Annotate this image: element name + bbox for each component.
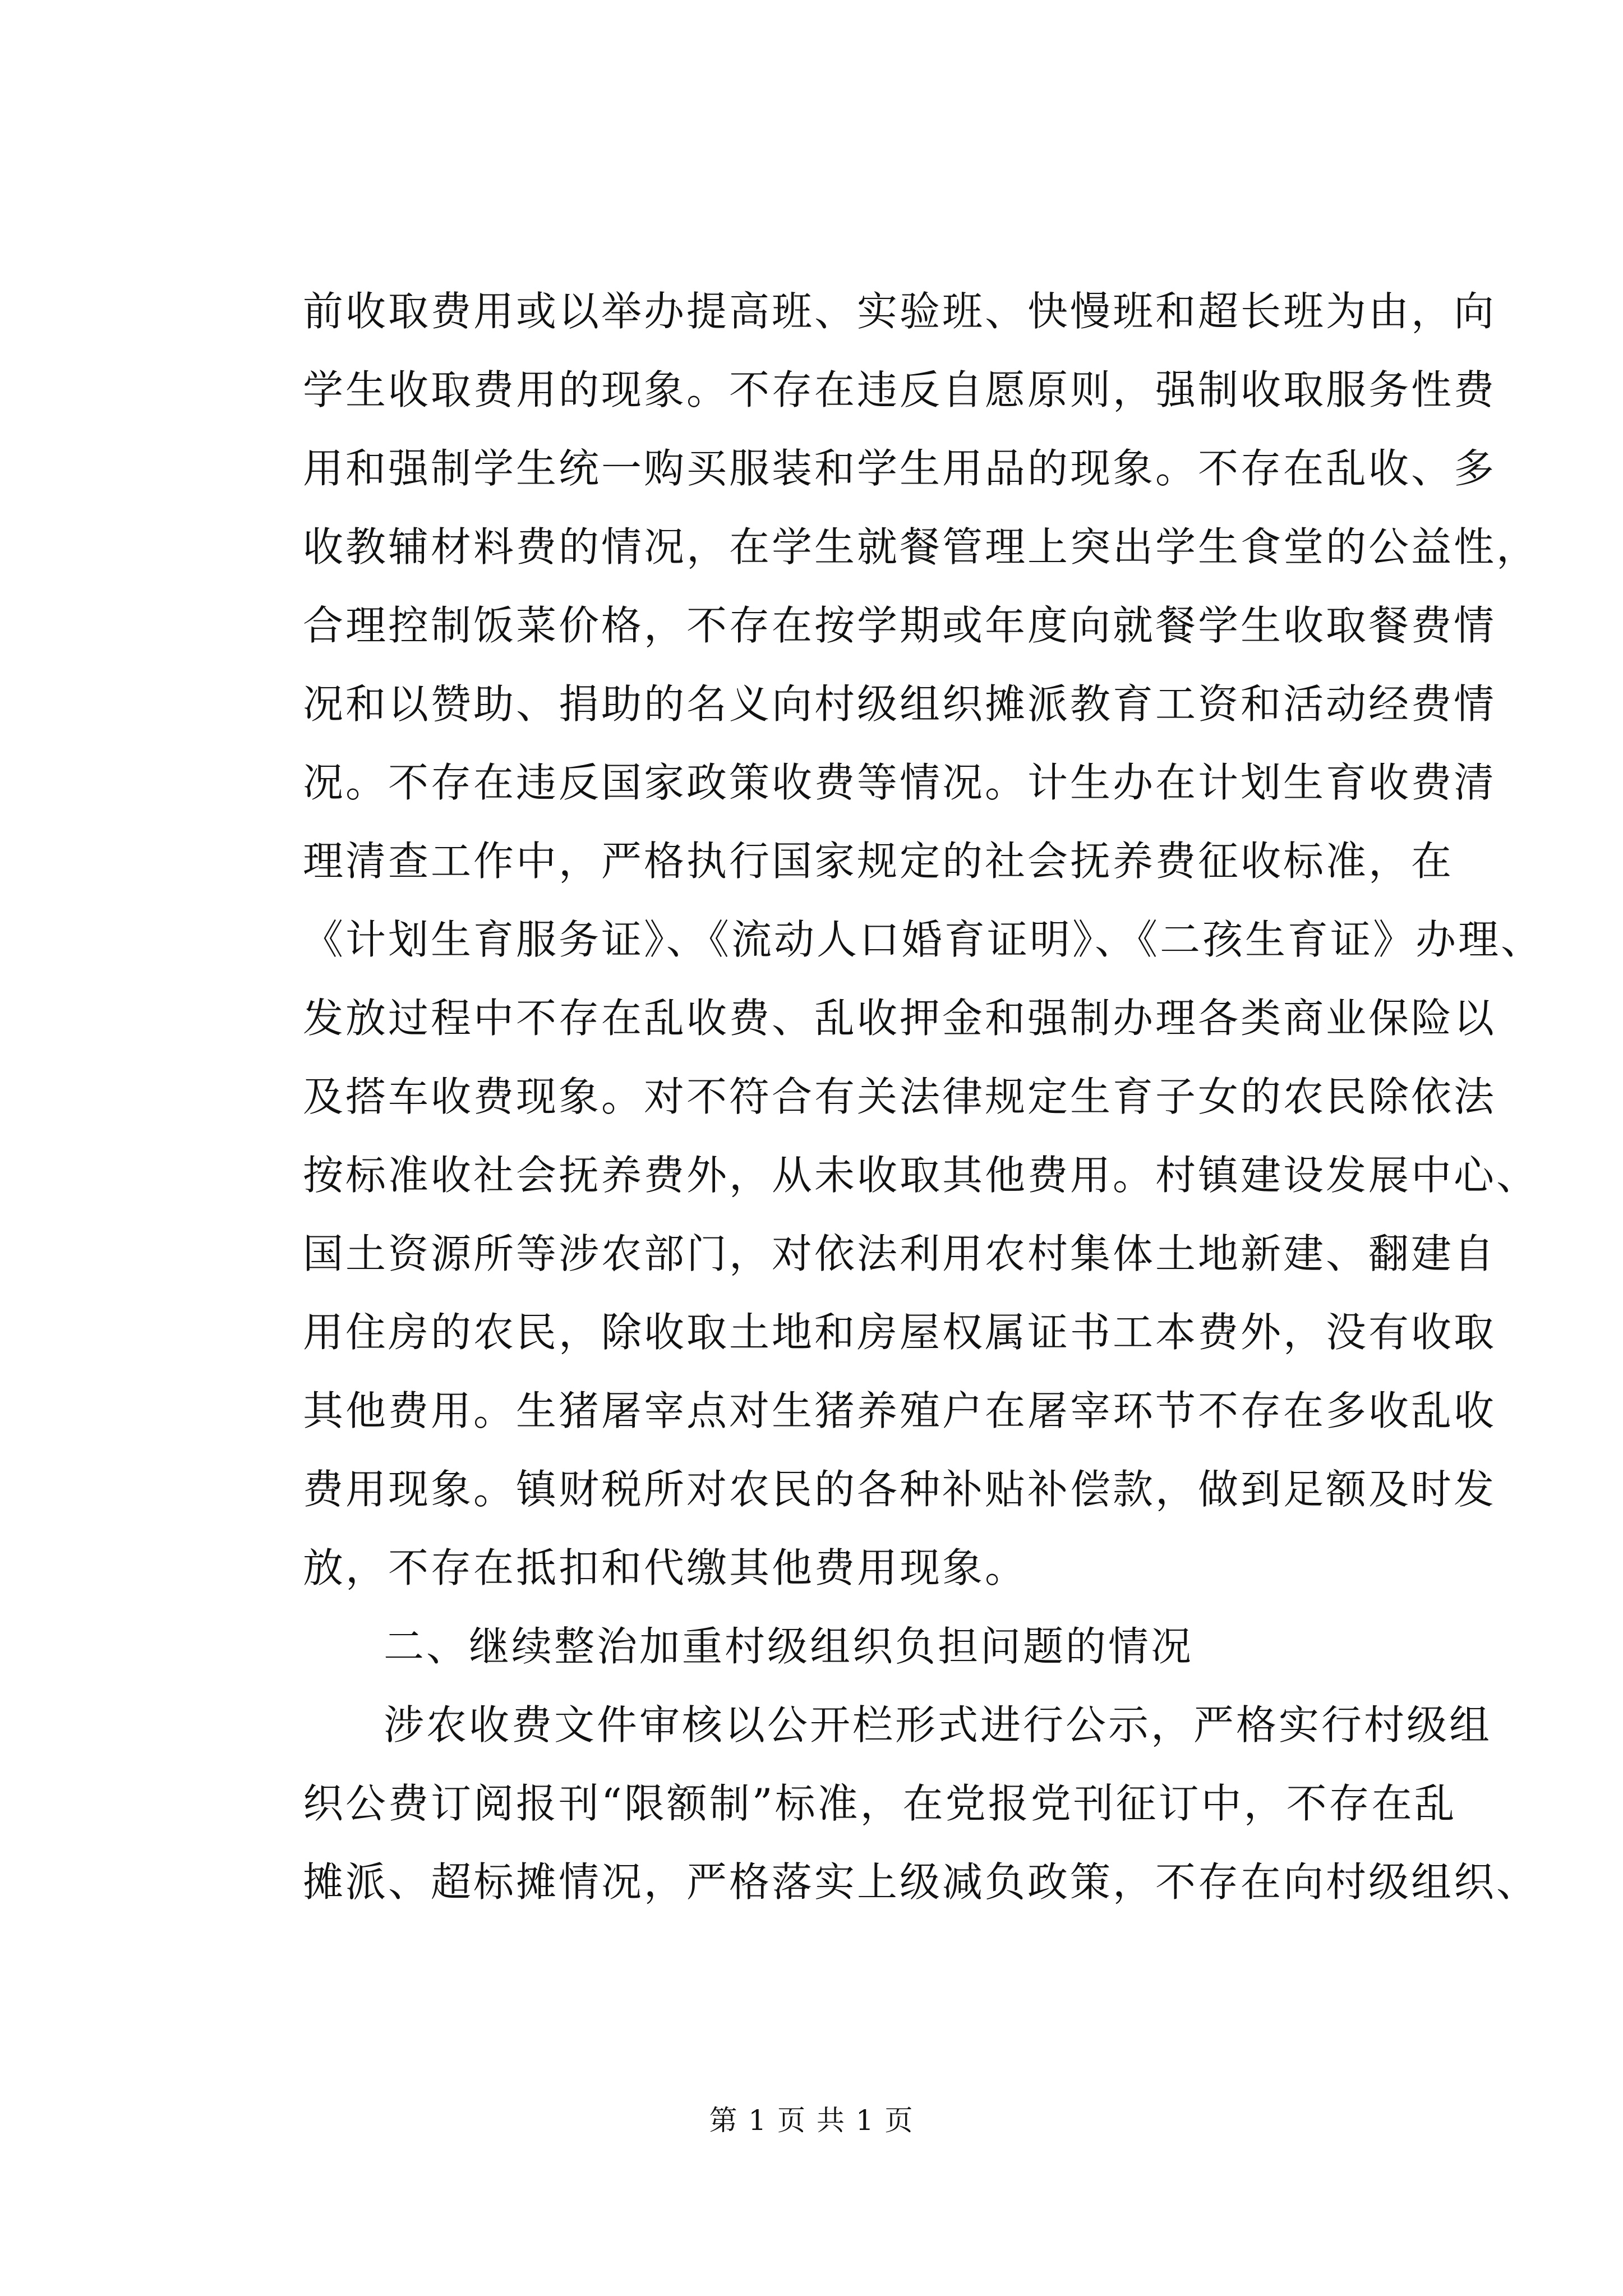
text-line: 其他费用。生猪屠宰点对生猪养殖户在屠宰环节不存在多收乱收 [303, 1387, 1497, 1434]
text-line: 费用现象。镇财税所对农民的各种补贴补偿款，做到足额及时发 [303, 1466, 1497, 1513]
text-line: 摊派、超标摊情况，严格落实上级减负政策，不存在向村级组织、 [303, 1858, 1539, 1906]
text-line: 涉农收费文件审核以公开栏形式进行公示，严格实行村级组 [384, 1701, 1492, 1749]
text-line: 学生收取费用的现象。不存在违反自愿原则，强制收取服务性费 [303, 366, 1497, 413]
text-line: 前收取费用或以举办提高班、实验班、快慢班和超长班为由，向 [303, 288, 1497, 335]
text-line: 收教辅材料费的情况，在学生就餐管理上突出学生食堂的公益性， [303, 523, 1539, 570]
text-line: 发放过程中不存在乱收费、乱收押金和强制办理各类商业保险以 [303, 995, 1497, 1042]
text-line: 用住房的农民，除收取土地和房屋权属证书工本费外，没有收取 [303, 1309, 1497, 1356]
text-line: 织公费订阅报刊“限额制”标准，在党报党刊征订中，不存在乱 [303, 1780, 1457, 1827]
text-line: 国土资源所等涉农部门，对依法利用农村集体土地新建、翻建自 [303, 1230, 1497, 1277]
text-line: 及搭车收费现象。对不符合有关法律规定生育子女的农民除依法 [303, 1073, 1497, 1120]
text-line: 按标准收社会抚养费外，从未收取其他费用。村镇建设发展中心、 [303, 1152, 1539, 1199]
text-line: 理清查工作中，严格执行国家规定的社会抚养费征收标准，在 [303, 838, 1454, 885]
text-line: 况和以赞助、捐助的名义向村级组织摊派教育工资和活动经费情 [303, 680, 1497, 728]
text-line: 放，不存在抵扣和代缴其他费用现象。 [303, 1544, 1028, 1591]
page-number-footer: 第 1 页 共 1 页 [709, 2104, 914, 2137]
text-line: 况。不存在违反国家政策收费等情况。计生办在计划生育收费清 [303, 759, 1497, 806]
text-line: 用和强制学生统一购买服装和学生用品的现象。不存在乱收、多 [303, 445, 1497, 492]
section-heading: 二、继续整治加重村级组织负担问题的情况 [384, 1623, 1194, 1670]
text-line: 合理控制饭菜价格，不存在按学期或年度向就餐学生收取餐费情 [303, 602, 1497, 649]
text-line: 《计划生育服务证》、《流动人口婚育证明》、《二孩生育证》办理、 [303, 916, 1544, 963]
